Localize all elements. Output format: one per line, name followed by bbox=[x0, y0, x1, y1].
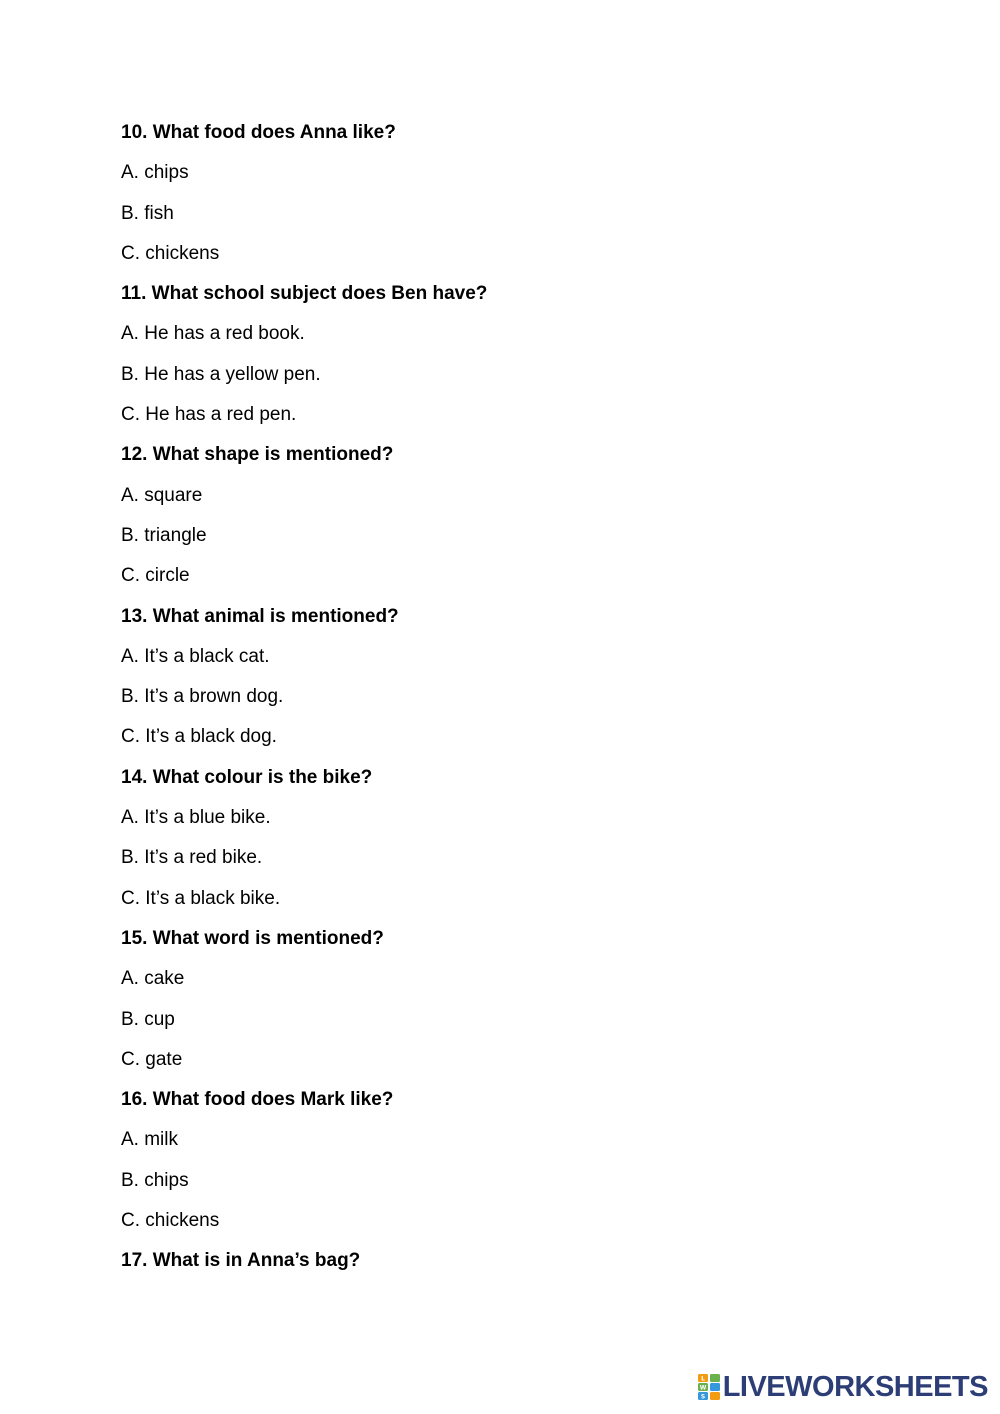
question-10: 10. What food does Anna like? bbox=[121, 122, 396, 143]
option-11-a: A. He has a red book. bbox=[121, 323, 305, 345]
option-16-b: B. chips bbox=[121, 1169, 189, 1191]
liveworksheets-logo-icon bbox=[698, 1374, 720, 1400]
option-15-b: B. cup bbox=[121, 1008, 175, 1030]
option-15-a: A. cake bbox=[121, 968, 185, 990]
svg-text:W: W bbox=[699, 1384, 706, 1392]
option-13-b: B. It’s a brown dog. bbox=[121, 686, 284, 708]
option-16-a: A. milk bbox=[121, 1129, 178, 1151]
option-12-b: B. triangle bbox=[121, 524, 207, 546]
option-10-c: C. chickens bbox=[121, 242, 220, 264]
question-17: 17. What is in Anna’s bag? bbox=[121, 1250, 361, 1272]
svg-text:S: S bbox=[700, 1393, 705, 1400]
question-11: 11. What school subject does Ben have? bbox=[121, 283, 488, 305]
svg-text:L: L bbox=[700, 1375, 705, 1383]
option-12-a: A. square bbox=[121, 484, 203, 506]
option-10-b: B. fish bbox=[121, 202, 174, 224]
liveworksheets-watermark bbox=[698, 1370, 988, 1404]
option-15-c: C. gate bbox=[121, 1048, 183, 1070]
option-13-c: C. It’s a black dog. bbox=[121, 726, 277, 748]
question-14: 14. What colour is the bike? bbox=[121, 766, 373, 788]
option-14-a: A. It’s a blue bike. bbox=[121, 807, 271, 829]
question-16: 16. What food does Mark like? bbox=[121, 1089, 394, 1111]
question-12: 12. What shape is mentioned? bbox=[121, 444, 394, 466]
option-14-c: C. It’s a black bike. bbox=[121, 887, 281, 909]
option-11-c: C. He has a red pen. bbox=[121, 404, 297, 426]
option-13-a: A. It’s a black cat. bbox=[121, 645, 270, 667]
worksheet-content bbox=[121, 118, 881, 1287]
liveworksheets-brand-name: LIVEWORKSHEETS bbox=[722, 1371, 988, 1403]
option-16-c: C. chickens bbox=[121, 1210, 220, 1232]
question-13: 13. What animal is mentioned? bbox=[121, 605, 399, 627]
option-10-a: A. chips bbox=[121, 162, 189, 184]
option-11-b: B. He has a yellow pen. bbox=[121, 363, 321, 385]
option-12-c: C. circle bbox=[121, 565, 190, 587]
question-15: 15. What word is mentioned? bbox=[121, 927, 384, 949]
option-14-b: B. It’s a red bike. bbox=[121, 847, 263, 869]
